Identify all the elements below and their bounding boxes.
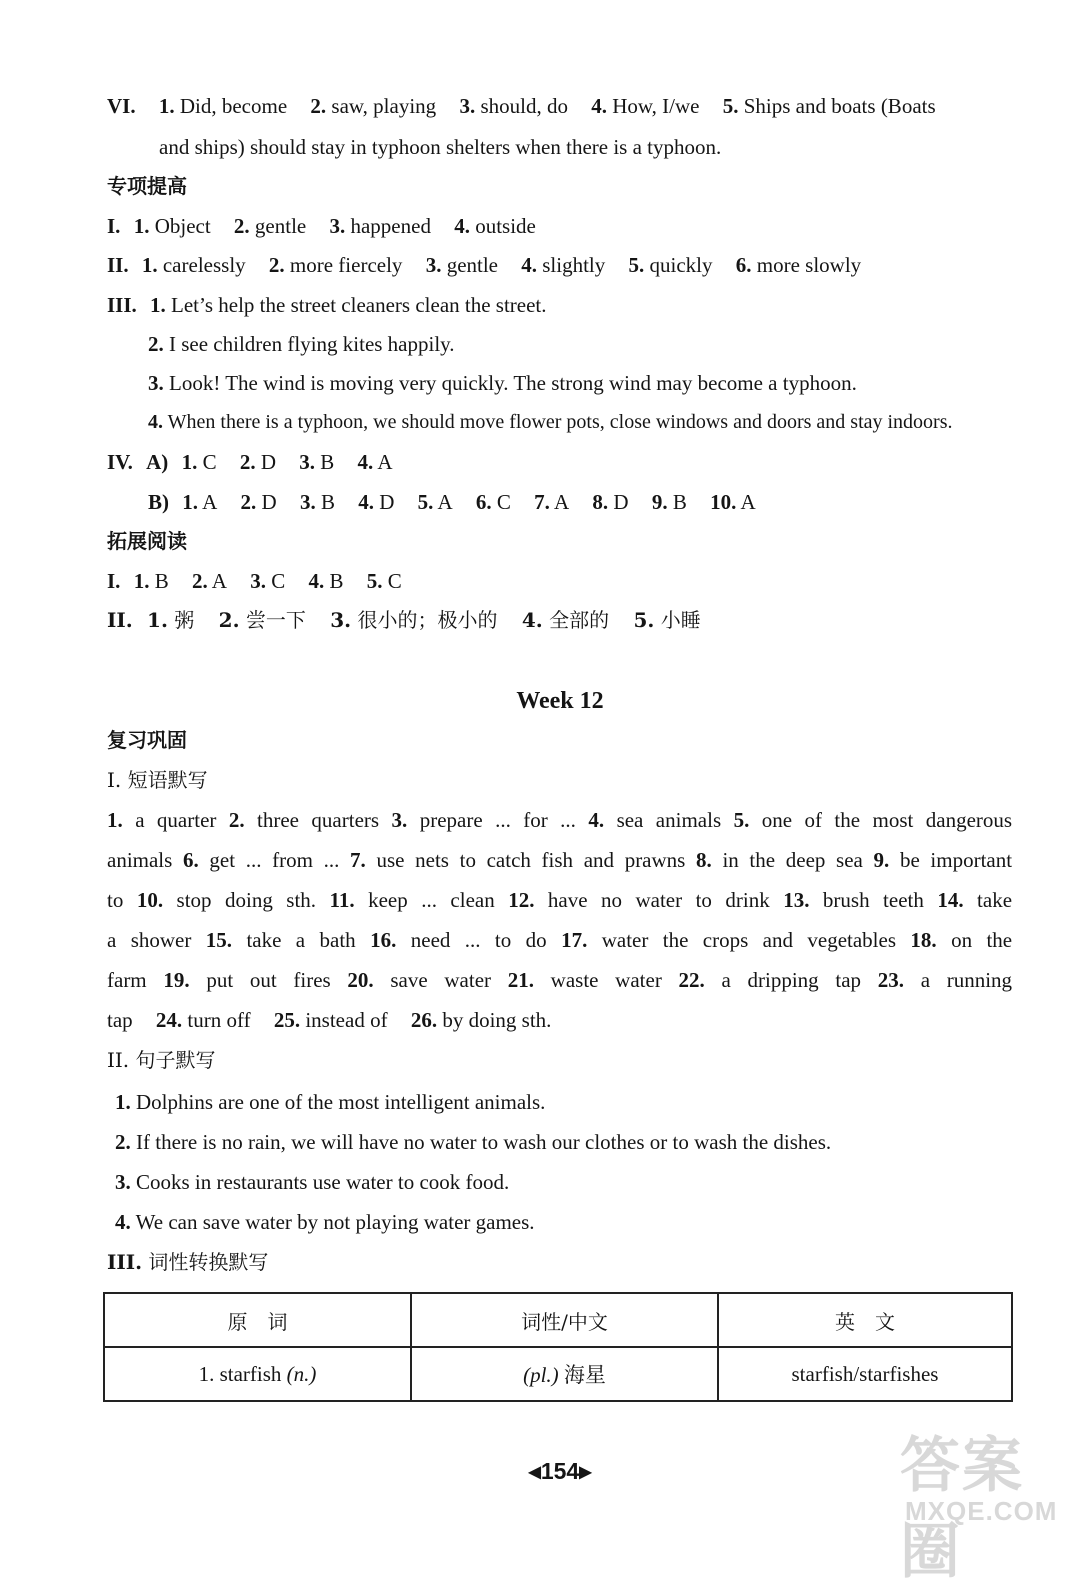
sentence-2: 2. If there is no rain, we will have no water to wash our clothes or to wash the dishes.: [115, 1130, 832, 1154]
word-conversion-table: [103, 1292, 1013, 1402]
special-iii-line-2: 2. I see children flying kites happily.: [148, 332, 455, 356]
triangle-right-icon: ▶: [579, 1464, 592, 1481]
sentence-4: 4. We can save water by not playing water games.: [115, 1210, 535, 1234]
vi-line-2: and ships) should stay in typhoon shelters when there is a typhoon.: [159, 135, 722, 159]
extended-ii-line: II. 1. 粥 2. 尝一下 3. 很小的；极小的 4. 全部的 5. 小睡: [107, 608, 701, 632]
section-title-special: 专项提高: [107, 174, 187, 198]
special-iv-a-line: IV. A) 1. C 2. D 3. B 4. A: [107, 450, 393, 474]
phrases-line-1: 1. a quarter 2. three quarters 3. prepare ... for ... 4. sea animals 5. one of the most dangerous: [107, 808, 1013, 832]
phrases-line-4: a shower 15. take a bath 16. need ... to do 17. water the crops and vegetables 18. on the: [107, 928, 1013, 952]
section-title-review: 复习巩固: [107, 728, 187, 752]
extended-i-line: I. 1. B 2. A 3. C 4. B 5. C: [107, 569, 402, 593]
special-iv-b-line: B) 1. A 2. D 3. B 4. D 5. A 6. C 7. A 8. D 9. B 10. A: [148, 490, 756, 514]
cell-pos: (pl.) 海星: [411, 1347, 718, 1401]
special-iii-line-4: 4. When there is a typhoon, we should move flower pots, close windows and doors and stay indoors.: [148, 411, 953, 433]
table-row: [104, 1347, 1012, 1401]
sentence-3: 3. Cooks in restaurants use water to cook food.: [115, 1170, 510, 1194]
phrases-line-3: to 10. stop doing sth. 11. keep ... clean 12. have no water to drink 13. brush teeth 14. take: [107, 888, 1013, 912]
week-title: Week 12: [516, 688, 604, 714]
table-header-row: [104, 1293, 1012, 1347]
phrases-line-5: farm 19. put out fires 20. save water 21. waste water 22. a dripping tap 23. a running: [107, 968, 1013, 992]
col-header-english: 英 文: [718, 1293, 1012, 1347]
special-i-line: I. 1. Object 2. gentle 3. happened 4. outside: [107, 214, 536, 238]
special-ii-line: II. 1. carelessly 2. more fiercely 3. gentle 4. slightly 5. quickly 6. more slowly: [107, 253, 862, 277]
special-iii-line-3: 3. Look! The wind is moving very quickly. The strong wind may become a typhoon.: [148, 371, 857, 395]
special-iii-line-1: III. 1. Let’s help the street cleaners clean the street.: [107, 293, 547, 317]
vi-line-1: VI. 1. Did, become 2. saw, playing 3. should, do 4. How, I/we 5. Ships and boats (Boats: [107, 94, 936, 118]
cell-word: 1. starfish (n.): [104, 1347, 411, 1401]
section-title-extended: 拓展阅读: [107, 529, 187, 553]
roman-vi: VI.: [107, 94, 136, 118]
watermark-logo: 答案圈 MXQE.COM: [900, 1432, 1058, 1585]
phrases-line-2: animals 6. get ... from ... 7. use nets to catch fish and prawns 8. in the deep sea 9. be important: [107, 848, 1013, 872]
col-header-pos: 词性/中文: [411, 1293, 718, 1347]
sentence-1: 1. Dolphins are one of the most intelligent animals.: [115, 1090, 546, 1114]
triangle-left-icon: ◀: [528, 1464, 541, 1481]
col-header-original: 原 词: [104, 1293, 411, 1347]
phrases-header: I. 短语默写: [107, 768, 208, 792]
phrases-line-6: tap 24. turn off 25. instead of 26. by doing sth.: [107, 1008, 552, 1032]
page-number: ◀154▶: [528, 1458, 592, 1484]
conversion-header: III. 词性转换默写: [107, 1250, 269, 1274]
cell-english: starfish/starfishes: [718, 1347, 1012, 1401]
sentences-header: II. 句子默写: [107, 1048, 216, 1072]
